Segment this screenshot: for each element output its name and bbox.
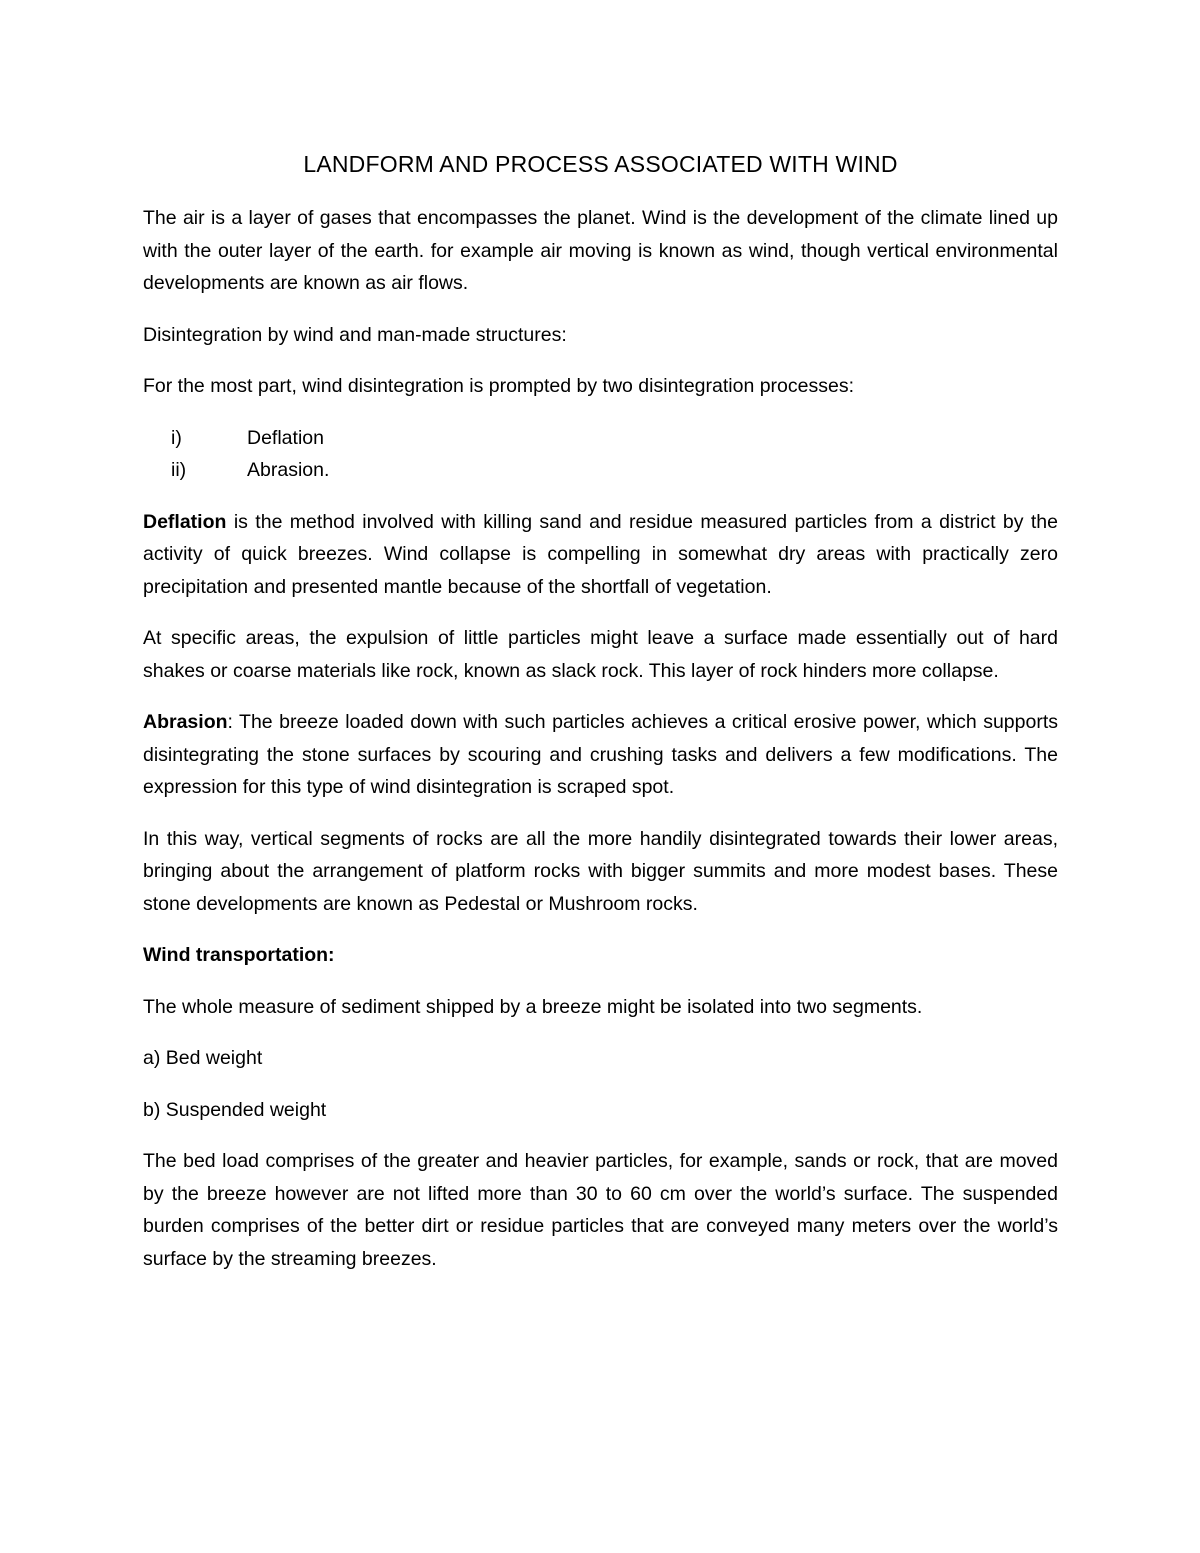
- list-item: [143, 422, 1058, 455]
- deflation-term: Deflation: [143, 510, 227, 533]
- list-item: [143, 454, 1058, 487]
- list-item-label: Deflation: [247, 426, 324, 449]
- transport-heading: Wind transportation:: [143, 944, 335, 966]
- abrasion-paragraph: [143, 706, 1058, 804]
- bed-load-item: a) Bed weight: [143, 1047, 263, 1069]
- document-page: [143, 148, 1058, 1294]
- deflation-paragraph-2: At specific areas, the expulsion of little particles might leave a surface made essentially out of hard shakes or coarse materials like rock, known as slack rock. This layer of rock hinders more collapse.: [143, 627, 1058, 682]
- abrasion-text: : The breeze loaded down with such particles achieves a critical erosive power, which supports disintegrating the stone surfaces by scouring and crushing tasks and delivers a few modifications. The expression for this type of wind disintegration is scraped spot.: [143, 711, 1058, 798]
- suspended-load-item: b) Suspended weight: [143, 1098, 327, 1121]
- load-paragraph: The bed load comprises of the greater and heavier particles, for example, sands or rock, that are moved by the breeze however are not lifted more than 30 to 60 cm over the world’s surface. The suspended burden comprises of the better dirt or residue particles that are conveyed many meters over the world’s surface by the streaming breezes.: [143, 1150, 1058, 1270]
- deflation-paragraph: [143, 506, 1058, 604]
- processes-intro-paragraph: For the most part, wind disintegration is prompted by two disintegration processes:: [143, 375, 855, 397]
- transport-intro-paragraph: The whole measure of sediment shipped by a breeze might be isolated into two segments.: [143, 995, 923, 1018]
- list-marker: i): [171, 426, 182, 449]
- list-item-label: Abrasion.: [247, 459, 330, 481]
- processes-list: [143, 422, 1058, 487]
- disintegration-subheading: Disintegration by wind and man-made structures:: [143, 323, 567, 346]
- intro-paragraph: The air is a layer of gases that encompasses the planet. Wind is the development of the climate lined up with the outer layer of the earth. for example air moving is known as wind, though vertical environmental developments are known as air flows.: [143, 207, 1058, 294]
- document-title: LANDFORM AND PROCESS ASSOCIATED WITH WIND: [303, 151, 898, 177]
- deflation-text: is the method involved with killing sand and residue measured particles from a district by the activity of quick breezes. Wind collapse is compelling in somewhat dry areas with practically zero precipitation and presented mantle because of the shortfall of vegetation.: [143, 510, 1058, 598]
- list-marker: ii): [171, 459, 187, 481]
- abrasion-term: Abrasion: [143, 711, 228, 733]
- pedestal-paragraph: In this way, vertical segments of rocks are all the more handily disintegrated towards their lower areas, bringing about the arrangement of platform rocks with bigger summits and more modest bases. These stone developments are known as Pedestal or Mushroom rocks.: [143, 827, 1058, 915]
